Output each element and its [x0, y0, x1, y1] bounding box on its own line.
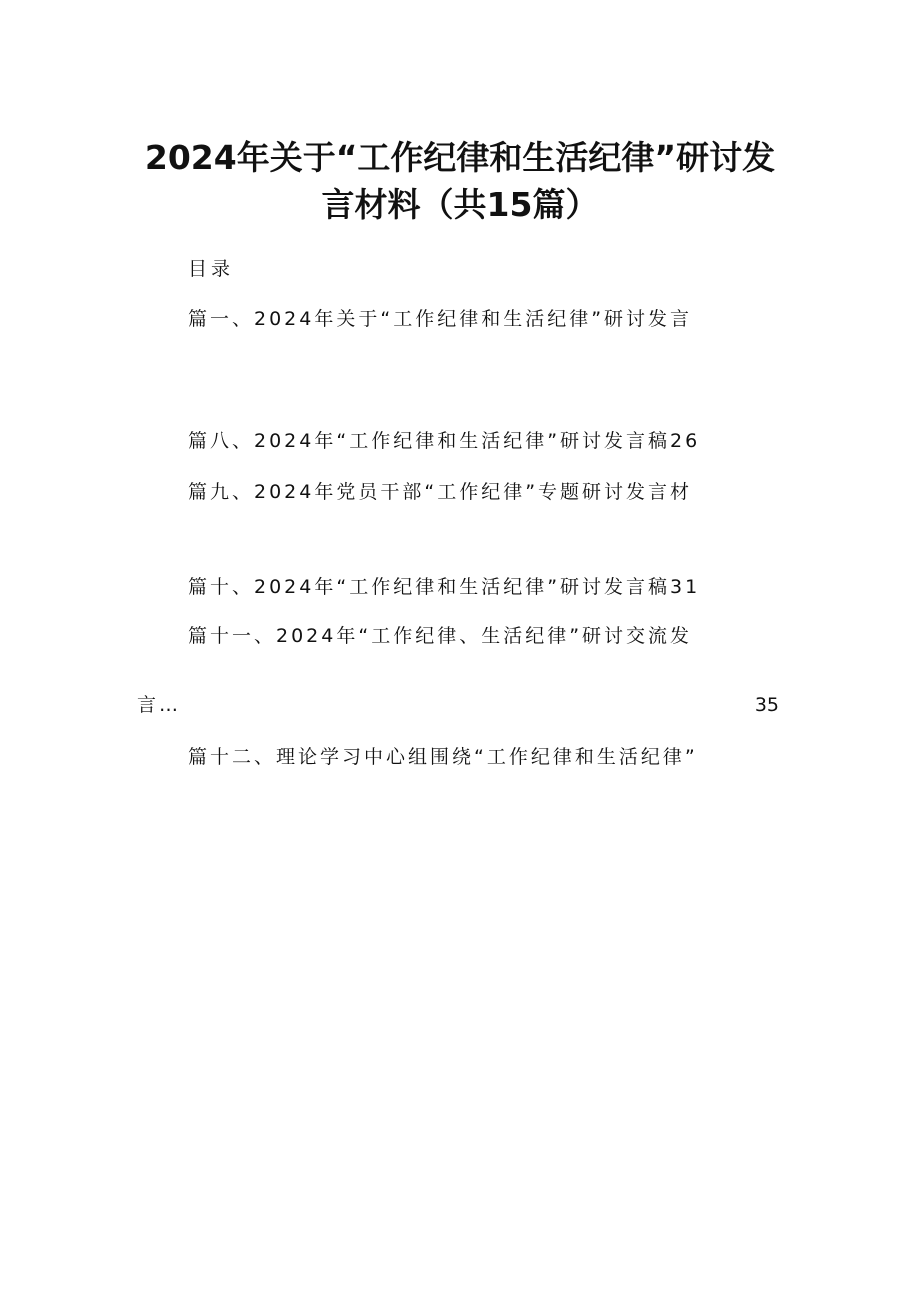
- toc-entry-1[interactable]: 篇一、2024年关于“工作纪律和生活纪律”研讨发言: [188, 308, 693, 330]
- toc-entry-11-page-number: 35: [754, 694, 779, 716]
- toc-heading: 目录: [188, 258, 235, 280]
- toc-entry-9[interactable]: 篇九、2024年党员干部“工作纪律”专题研讨发言材: [188, 481, 693, 503]
- toc-entry-8[interactable]: 篇八、2024年“工作纪律和生活纪律”研讨发言稿26: [188, 430, 701, 452]
- document-title-line-1: 2024年关于“工作纪律和生活纪律”研讨发: [144, 138, 776, 177]
- document-title-line-2: 言材料（共15篇）: [321, 185, 599, 224]
- toc-entry-11[interactable]: 篇十一、2024年“工作纪律、生活纪律”研讨交流发: [188, 625, 693, 647]
- toc-entry-12[interactable]: 篇十二、理论学习中心组围绕“工作纪律和生活纪律”: [188, 746, 698, 768]
- toc-entry-11-continuation-text: 言…: [137, 694, 182, 716]
- toc-entry-10[interactable]: 篇十、2024年“工作纪律和生活纪律”研讨发言稿31: [188, 576, 701, 598]
